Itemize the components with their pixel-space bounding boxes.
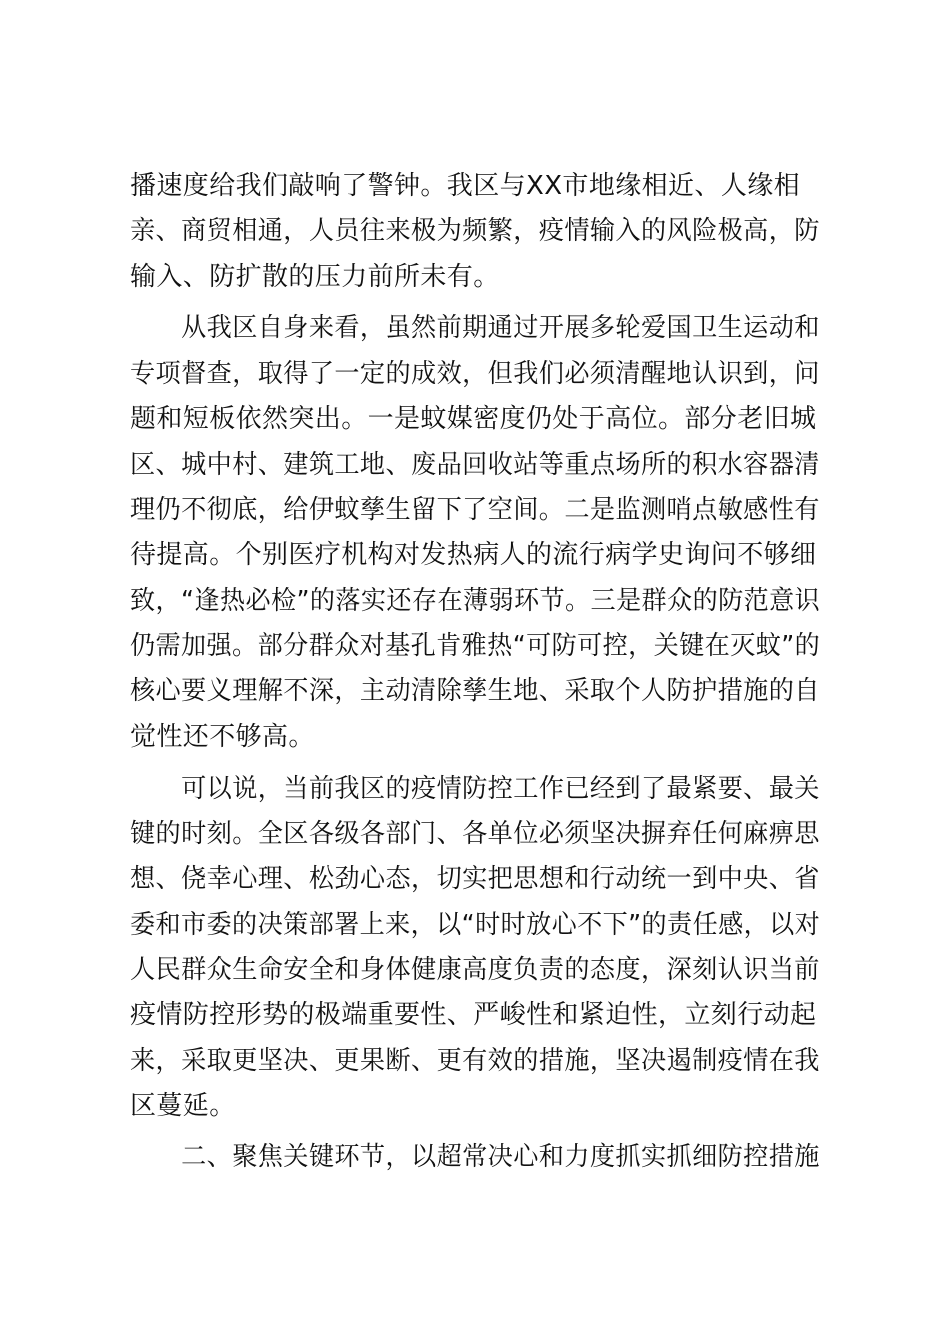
- text-line: 区蔓延。: [130, 1091, 236, 1121]
- text-line: 来，采取更坚决、更果断、更有效的措施，坚决遏制疫情在我: [130, 1046, 820, 1076]
- text-line: 播速度给我们敲响了警钟。我区与XX市地缘相近、人缘相: [130, 171, 801, 201]
- text-line: 从我区自身来看，虽然前期通过开展多轮爱国卫生运动和: [130, 313, 820, 343]
- section-heading: 二、聚焦关键环节，以超常决心和力度抓实抓细防控措施: [130, 1142, 820, 1172]
- text-line: 键的时刻。全区各级各部门、各单位必须坚决摒弃任何麻痹思: [130, 819, 820, 849]
- text-line: 专项督查，取得了一定的成效，但我们必须清醒地认识到，问: [130, 359, 820, 389]
- text-line: 可以说，当前我区的疫情防控工作已经到了最紧要、最关: [130, 774, 820, 804]
- text-line: 致，“逢热必检”的落实还存在薄弱环节。三是群众的防范意识: [130, 586, 821, 616]
- text-line: 亲、商贸相通，人员往来极为频繁，疫情输入的风险极高，防: [130, 216, 820, 246]
- text-line: 疫情防控形势的极端重要性、严峻性和紧迫性，立刻行动起: [130, 1000, 817, 1030]
- text-line: 仍需加强。部分群众对基孔肯雅热“可防可控，关键在灭蚊”的: [130, 631, 821, 661]
- text-line: 区、城中村、建筑工地、废品回收站等重点场所的积水容器清: [130, 450, 820, 480]
- text-line: 想、侥幸心理、松劲心态，切实把思想和行动统一到中央、省: [130, 864, 820, 894]
- text-line: 输入、防扩散的压力前所未有。: [130, 262, 500, 292]
- text-line: 理仍不彻底，给伊蚊孳生留下了空间。二是监测哨点敏感性有: [130, 495, 820, 525]
- text-line: 觉性还不够高。: [130, 722, 315, 752]
- text-line: 题和短板依然突出。一是蚊媒密度仍处于高位。部分老旧城: [130, 404, 817, 434]
- text-line: 人民群众生命安全和身体健康高度负责的态度，深刻认识当前: [130, 955, 820, 985]
- text-line: 委和市委的决策部署上来，以“时时放心不下”的责任感，以对: [130, 910, 821, 940]
- text-line: 待提高。个别医疗机构对发热病人的流行病学史询问不够细: [130, 540, 817, 570]
- text-line: 核心要义理解不深，主动清除孳生地、采取个人防护措施的自: [130, 676, 820, 706]
